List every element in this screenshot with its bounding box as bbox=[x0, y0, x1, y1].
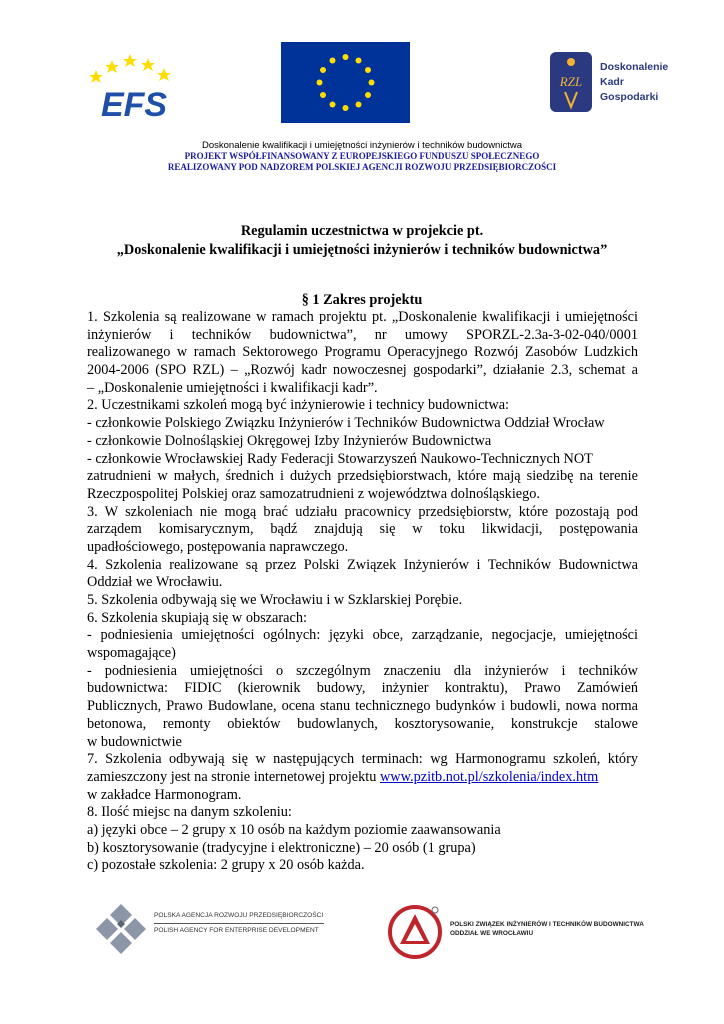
eu-star bbox=[320, 92, 326, 98]
body-line: - członkowie Wrocławskiej Rady Federacji Stowarzyszeń Naukowo-Technicznych NOT bbox=[87, 450, 593, 467]
body-line: zatrudnieni w małych, średnich i dużych przedsiębiorstwach, które mają siedzibę na terenie bbox=[87, 468, 638, 485]
link-prefix: zamieszczony jest na stronie internetowej projektu bbox=[87, 768, 380, 785]
pzitb-logo-text bbox=[450, 920, 644, 938]
body-line: 1. Szkolenia są realizowane w ramach projektu pt. „Doskonalenie kwalifikacji i umiejętności bbox=[87, 309, 638, 325]
body-line: 8. Ilość miejsc na danym szkoleniu: bbox=[87, 804, 292, 821]
document-title-line-1: Regulamin uczestnictwa w projekcie pt. bbox=[240, 223, 484, 239]
efs-star bbox=[123, 54, 137, 67]
efs-star bbox=[141, 58, 155, 71]
cofinanced-caption: PROJEKT WSPÓŁFINANSOWANY Z EUROPEJSKIEGO FUNDUSZU SPOŁECZNEGO bbox=[184, 151, 540, 161]
parp-logo-text bbox=[154, 912, 324, 935]
body-line: c) pozostałe szkolenia: 2 grupy x 20 osób każda. bbox=[87, 857, 365, 874]
parp-emblem-icon bbox=[92, 900, 150, 958]
efs-star bbox=[89, 70, 103, 83]
body-line: Rzeczpospolitej Polskiej oraz samozatrudnieni z województwa dolnośląskiego. bbox=[87, 485, 541, 502]
body-line: - podniesienia umiejętności o szczególnym znaczeniu dla inżynierów i techników bbox=[87, 662, 638, 679]
eu-stars bbox=[281, 42, 410, 123]
body-line: budownictwa: FIDIC (kierownik budowy, inżynier kontraktu), Prawo Zamówień bbox=[87, 680, 638, 697]
regulations-body bbox=[87, 309, 638, 875]
eu-star bbox=[356, 102, 362, 108]
efs-logo bbox=[84, 48, 184, 120]
body-line: 4. Szkolenia realizowane są przez Polski Związek Inżynierów i Techników Budownictwa bbox=[87, 556, 638, 573]
body-line: 5. Szkolenia odbywają się we Wrocławiu i w Szklarskiej Porębie. bbox=[87, 592, 463, 608]
parp-name-pl: POLSKA AGENCJA ROZWOJU PRZEDSIĘBIORCZOŚCI bbox=[154, 912, 324, 919]
dkg-logo-mark bbox=[550, 52, 592, 112]
body-line: a) języki obce – 2 grupy x 10 osób na każdym poziomie zaawansowania bbox=[87, 821, 501, 838]
body-line: upadłościowego, postępowania naprawczego. bbox=[87, 538, 349, 555]
body-line: - podniesienia umiejętności ogólnych: języki obce, zarządzanie, negocjacje, umiejętności bbox=[87, 627, 638, 644]
body-line: - członkowie Polskiego Związku Inżynierów i Techników Budownictwa Oddział Wrocław bbox=[87, 415, 605, 432]
pzitb-logo bbox=[386, 900, 644, 964]
dkg-line-2: Kadr bbox=[600, 76, 624, 88]
schedule-link[interactable]: www.pzitb.not.pl/szkolenia/index.htm bbox=[379, 768, 599, 785]
eu-flag bbox=[281, 42, 410, 123]
dkg-logo bbox=[550, 52, 680, 116]
efs-logo-text: EFS bbox=[100, 86, 168, 120]
dkg-line-1: Doskonalenie bbox=[600, 61, 669, 73]
parp-name-en: POLISH AGENCY FOR ENTERPRISE DEVELOPMENT bbox=[154, 927, 319, 934]
eu-star bbox=[343, 105, 349, 111]
efs-star bbox=[105, 60, 119, 73]
body-line: Oddział we Wrocławiu. bbox=[87, 574, 223, 591]
body-line: w budownictwie bbox=[87, 733, 182, 750]
body-line: – „Doskonalenie umiejętności i kwalifikacji kadr”. bbox=[87, 379, 378, 396]
dkg-line-3: Gospodarki bbox=[600, 91, 659, 103]
efs-logo-graphic bbox=[84, 48, 184, 120]
dkg-logo-text bbox=[600, 60, 668, 105]
eu-star bbox=[343, 54, 349, 60]
dkg-mark-text: RZL bbox=[559, 74, 583, 89]
pzitb-emblem-icon bbox=[386, 900, 444, 960]
body-line: betonowa, remonty obiektów budowlanych, kosztorysowanie, konstrukcje stalowe bbox=[87, 715, 638, 732]
body-line: 7. Szkolenia odbywają się w następujących terminach: wg Harmonogramu szkoleń, który bbox=[87, 751, 638, 768]
body-line: 6. Szkolenia skupiają się w obszarach: bbox=[87, 609, 307, 626]
eu-star bbox=[365, 92, 371, 98]
eu-star bbox=[320, 67, 326, 73]
dkg-figure-icon bbox=[550, 52, 592, 112]
section-heading: § 1 Zakres projektu bbox=[301, 292, 423, 308]
body-line-with-link bbox=[87, 769, 638, 787]
body-line: - członkowie Dolnośląskiej Okręgowej Izby Inżynierów Budownictwa bbox=[87, 432, 492, 449]
eu-star bbox=[365, 67, 371, 73]
body-line: zarządem komisarycznym, bądź znajdują się w toku likwidacji, postępowania bbox=[87, 521, 638, 538]
body-line: 2. Uczestnikami szkoleń mogą być inżynierowie i technicy budownictwa: bbox=[87, 397, 510, 414]
body-line: b) kosztorysowanie (tradycyjne i elektroniczne) – 20 osób (1 grupa) bbox=[87, 839, 476, 856]
eu-star bbox=[369, 80, 375, 86]
eu-star bbox=[356, 58, 362, 64]
document-title-line-2: „Doskonalenie kwalifikacji i umiejętności inżynierów i techników budownictwa” bbox=[116, 242, 608, 258]
supervision-caption: REALIZOWANY POD NADZOREM POLSKIEJ AGENCJI ROZWOJU PRZEDSIĘBIORCZOŚCI bbox=[167, 162, 557, 172]
eu-star bbox=[330, 58, 336, 64]
parp-logo bbox=[92, 900, 332, 960]
body-line: Publicznych, Prawo Budowlane, ocena stanu technicznego budynków i budowli, nowa norma bbox=[87, 698, 638, 715]
eu-star bbox=[317, 80, 323, 86]
pzitb-name: POLSKI ZWIĄZEK INŻYNIERÓW I TECHNIKÓW BUDOWNICTWA bbox=[450, 921, 644, 928]
body-line: realizowanego w ramach Sektorowego Programu Operacyjnego Rozwój Zasobów Ludzkich bbox=[87, 344, 638, 361]
project-caption: Doskonalenie kwalifikacji i umiejętności inżynierów i techników budownictwa bbox=[202, 140, 522, 151]
body-line: inżynierów i techników budownictwa”, nr umowy SPORZL-2.3a-3-02-040/0001 bbox=[87, 326, 638, 343]
body-line: w zakładce Harmonogram. bbox=[87, 786, 242, 803]
pzitb-branch: ODDZIAŁ WE WROCŁAWIU bbox=[450, 930, 534, 937]
body-line: wspomagające) bbox=[87, 645, 176, 662]
body-line: 2004-2006 (SPO RZL) – „Rozwój kadr nowoczesnej gospodarki”, działanie 2.3, schemat a bbox=[87, 362, 638, 379]
parp-divider bbox=[154, 923, 324, 924]
eu-star bbox=[330, 102, 336, 108]
body-line: 3. W szkoleniach nie mogą brać udziału pracownicy przedsiębiorstw, które pozostają pod bbox=[87, 503, 638, 520]
efs-star bbox=[157, 68, 171, 81]
